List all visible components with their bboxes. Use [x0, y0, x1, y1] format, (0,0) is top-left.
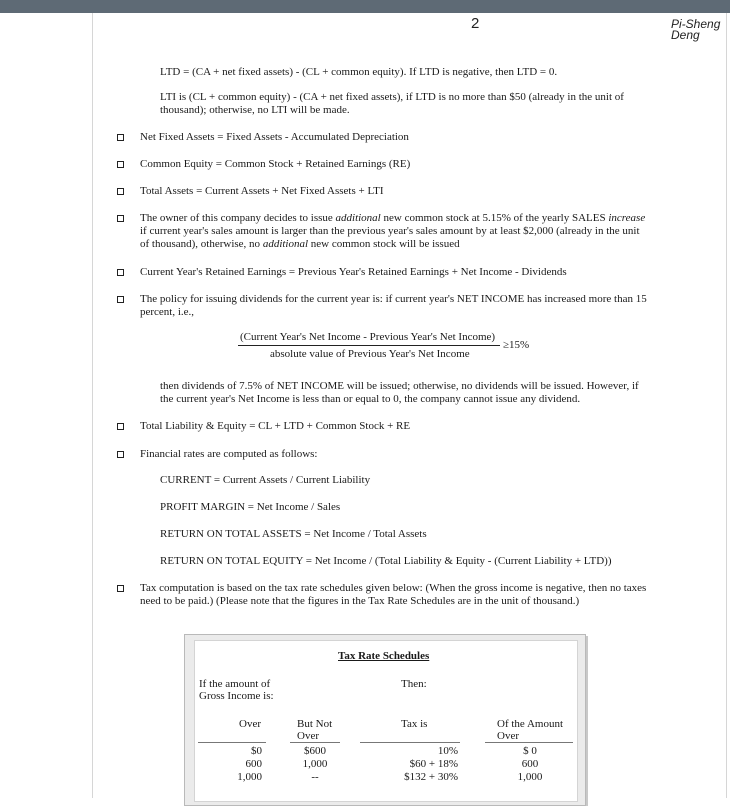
tax-line-1: Tax computation is based on the tax rate schedules given below: (When the gross income is negative, then no taxes	[140, 582, 647, 594]
cell-but-not-over: --	[311, 771, 319, 783]
if-amount-label: If the amount of	[199, 678, 271, 690]
header-rule	[290, 742, 340, 743]
net-fixed-assets-text: Net Fixed Assets = Fixed Assets - Accumulated Depreciation	[140, 131, 409, 143]
header-rule	[198, 742, 266, 743]
financial-rates-intro: Financial rates are computed as follows:	[140, 448, 318, 460]
common-equity-text: Common Equity = Common Stock + Retained Earnings (RE)	[140, 158, 411, 170]
viewer-top-bar	[0, 0, 730, 13]
tax-table-title: Tax Rate Schedules	[338, 650, 430, 662]
bullet-icon	[117, 269, 124, 276]
stock-issue-emphasis: additional	[335, 212, 381, 224]
stock-issue-emphasis: increase	[608, 212, 646, 224]
fraction-bar	[238, 345, 500, 346]
stock-issue-line-1	[140, 212, 645, 225]
header-rule	[485, 742, 573, 743]
bullet-icon	[117, 585, 124, 592]
then-label: Then:	[401, 678, 427, 690]
ltd-formula: LTD = (CA + net fixed assets) - (CL + common equity). If LTD is negative, then LTD = 0.	[160, 66, 558, 78]
fraction-numerator: (Current Year's Net Income - Previous Year's Net Income)	[240, 331, 496, 343]
stock-issue-prefix: The owner of this company decides to issue	[140, 212, 336, 224]
rate-profit-margin: PROFIT MARGIN = Net Income / Sales	[160, 501, 341, 513]
bullet-icon	[117, 451, 124, 458]
stock-issue-mid: new common stock at 5.15% of the yearly SALES	[380, 212, 609, 224]
total-assets-text: Total Assets = Current Assets + Net Fixed Assets + LTI	[140, 185, 384, 197]
cell-tax-is: 10%	[437, 745, 458, 757]
header-author: Pi-Sheng Deng	[671, 17, 721, 42]
dividend-after-line-1: then dividends of 7.5% of NET INCOME will be issued; otherwise, no dividends will be issued. However, if	[160, 380, 639, 392]
lti-line-2: thousand); otherwise, no LTI will be made.	[160, 104, 350, 116]
bullet-icon	[117, 215, 124, 222]
gross-income-label: Gross Income is:	[199, 690, 274, 702]
col-header-but-not: But Not	[297, 718, 333, 730]
dividend-policy-line-1: The policy for issuing dividends for the current year is: if current year's NET INCOME has increased more than 15	[140, 293, 647, 305]
total-liability-text: Total Liability & Equity = CL + LTD + Common Stock + RE	[140, 420, 411, 432]
rate-current: CURRENT = Current Assets / Current Liability	[160, 474, 371, 486]
col-header-of-amount: Of the Amount	[497, 718, 563, 730]
stock-issue-prefix: of thousand), otherwise, no	[140, 238, 263, 250]
stock-issue-line-3	[140, 238, 460, 251]
cell-tax-is: $132 + 30%	[404, 771, 458, 783]
cell-over: $0	[251, 745, 262, 757]
bullet-icon	[117, 134, 124, 141]
col-header-of-amount-over: Over	[497, 730, 519, 742]
cell-of-amount-over: 1,000	[517, 771, 543, 783]
rate-return-assets: RETURN ON TOTAL ASSETS = Net Income / Total Assets	[160, 528, 427, 540]
cell-tax-is: $60 + 18%	[409, 758, 458, 770]
col-header-tax-is: Tax is	[401, 718, 428, 730]
col-header-but-not-over: Over	[297, 730, 319, 742]
cell-of-amount-over: $ 0	[523, 745, 537, 757]
cell-over: 600	[245, 758, 262, 770]
cell-of-amount-over: 600	[521, 758, 539, 770]
bullet-icon	[117, 161, 124, 168]
fraction-denominator: absolute value of Previous Year's Net Income	[270, 348, 470, 360]
lti-line-1: LTI is (CL + common equity) - (CA + net fixed assets), if LTD is no more than $50 (already in the unit of	[160, 91, 624, 103]
header-rule	[360, 742, 460, 743]
bullet-icon	[117, 188, 124, 195]
stock-issue-suffix: new common stock will be issued	[308, 238, 460, 250]
page-number: 2	[471, 15, 480, 32]
tax-line-2: need to be paid.) (Please note that the figures in the Tax Rate Schedules are in the unit of thousand.)	[140, 595, 580, 607]
fraction-comparator: ≥15%	[503, 339, 530, 351]
stock-issue-line-2: if current year's sales amount is larger than the previous year's sales amount by at least $2,000 (already in the unit	[140, 225, 640, 237]
stock-issue-emphasis: additional	[262, 238, 309, 250]
dividend-after-line-2: the current year's Net Income is less than or equal to 0, the company cannot issue any dividend.	[160, 393, 581, 405]
dividend-policy-line-2: percent, i.e.,	[140, 306, 195, 318]
retained-earnings-text: Current Year's Retained Earnings = Previous Year's Retained Earnings + Net Income - Dividends	[140, 266, 567, 278]
col-header-over: Over	[239, 718, 261, 730]
cell-but-not-over: 1,000	[302, 758, 328, 770]
cell-over: 1,000	[237, 771, 262, 783]
cell-but-not-over: $600	[304, 745, 326, 757]
bullet-icon	[117, 423, 124, 430]
rate-return-equity: RETURN ON TOTAL EQUITY = Net Income / (Total Liability & Equity - (Current Liability + LTD))	[160, 555, 612, 567]
bullet-icon	[117, 296, 124, 303]
